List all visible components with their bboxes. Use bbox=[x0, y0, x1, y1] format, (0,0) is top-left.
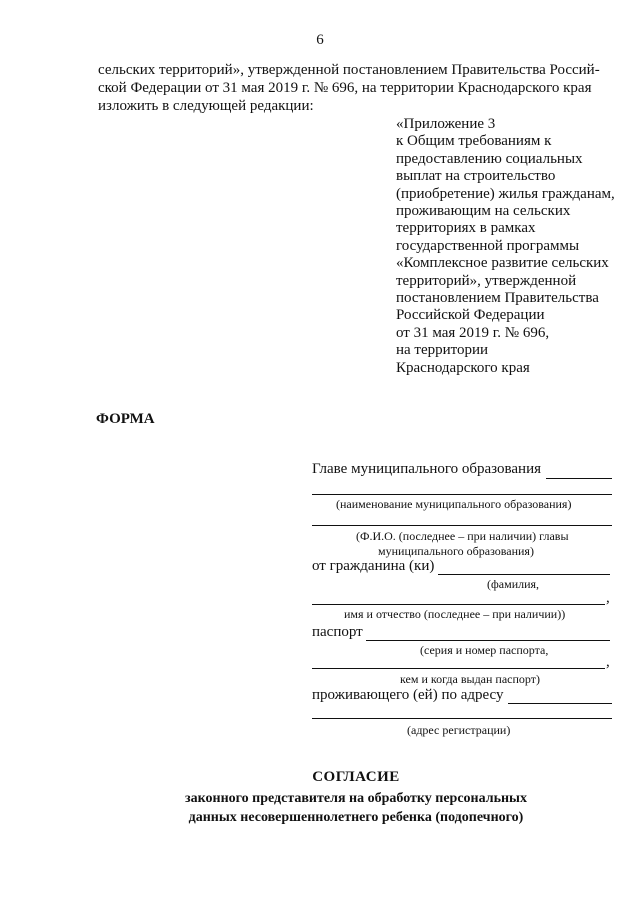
passport-number-input-line[interactable] bbox=[366, 640, 610, 641]
consent-subtitle bbox=[0, 789, 640, 827]
intro-line: сельских территорий», утвержденной постановлением Правительства Россий- bbox=[98, 62, 600, 78]
page-number: 6 bbox=[316, 32, 324, 48]
municipality-name-input-line[interactable] bbox=[312, 494, 612, 495]
appendix-line: к Общим требованиям к bbox=[396, 133, 552, 150]
comma: , bbox=[606, 654, 610, 670]
address-input-line-2[interactable] bbox=[312, 718, 612, 719]
head-fio-input-line[interactable] bbox=[312, 525, 612, 526]
appendix-line: (приобретение) жилья гражданам, bbox=[396, 185, 615, 202]
appendix-block bbox=[396, 116, 615, 377]
appendix-line: на территории bbox=[396, 342, 489, 359]
passport-caption: (серия и номер паспорта, bbox=[420, 643, 549, 657]
appendix-line: «Приложение 3 bbox=[396, 116, 496, 132]
appendix-line: от 31 мая 2019 г. № 696, bbox=[396, 324, 550, 341]
appendix-line: Краснодарского края bbox=[396, 359, 530, 376]
appendix-line: «Комплексное развитие сельских bbox=[396, 255, 609, 272]
surname-caption: (фамилия, bbox=[487, 577, 540, 591]
address-input-line[interactable] bbox=[508, 703, 612, 704]
comma: , bbox=[606, 590, 610, 606]
passport-issued-caption: кем и когда выдан паспорт) bbox=[400, 672, 541, 686]
citizen-surname-input-line[interactable] bbox=[438, 574, 610, 575]
passport-label: паспорт bbox=[312, 624, 363, 640]
intro-line: изложить в следующей редакции: bbox=[98, 98, 314, 114]
head-fio-caption: (Ф.И.О. (последнее – при наличии) главы bbox=[356, 529, 569, 543]
appendix-line: выплат на строительство bbox=[396, 168, 556, 185]
passport-issued-input-line[interactable] bbox=[312, 668, 605, 669]
from-citizen-label: от гражданина (ки) bbox=[312, 558, 435, 574]
consent-title: СОГЛАСИЕ bbox=[312, 769, 400, 785]
municipality-name-caption: (наименование муниципального образования) bbox=[336, 497, 572, 511]
appendix-line: постановлением Правительства bbox=[396, 290, 599, 307]
form-label: ФОРМА bbox=[96, 411, 155, 427]
appendix-line: территориях в рамках bbox=[396, 220, 536, 237]
appendix-line: Российской Федерации bbox=[396, 307, 545, 324]
residing-label: проживающего (ей) по адресу bbox=[312, 687, 504, 703]
intro-line: ской Федерации от 31 мая 2019 г. № 696, на территории Краснодарского края bbox=[98, 80, 592, 96]
municipality-head-input-line[interactable] bbox=[546, 478, 612, 479]
intro-paragraph bbox=[98, 61, 612, 115]
name-caption: имя и отчество (последнее – при наличии)) bbox=[344, 607, 566, 621]
head-fio-caption-2: муниципального образования) bbox=[378, 544, 534, 558]
appendix-line: предоставлению социальных bbox=[396, 150, 583, 167]
appendix-line: проживающим на сельских bbox=[396, 203, 571, 220]
subtitle-line: законного представителя на обработку персональных bbox=[185, 791, 527, 806]
subtitle-line: данных несовершеннолетнего ребенка (подопечного) bbox=[188, 810, 524, 825]
appendix-line: государственной программы bbox=[396, 237, 580, 254]
appendix-line: территорий», утвержденной bbox=[396, 272, 577, 289]
address-caption: (адрес регистрации) bbox=[407, 723, 511, 737]
citizen-name-input-line[interactable] bbox=[312, 604, 605, 605]
head-to-label: Главе муниципального образования bbox=[312, 461, 542, 477]
